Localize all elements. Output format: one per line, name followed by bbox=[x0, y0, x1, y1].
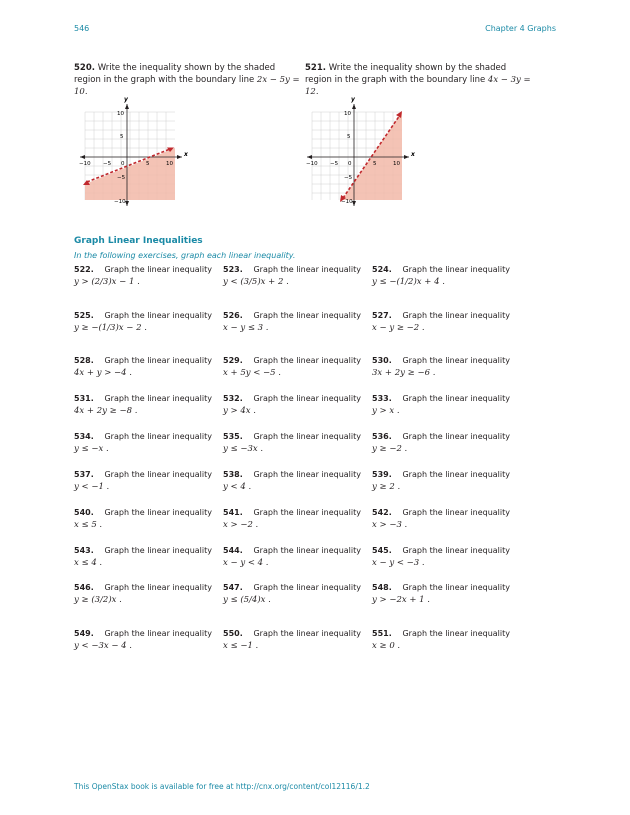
exercise-number: 550. bbox=[223, 629, 243, 638]
exercise-inequality: y > −2x + 1 . bbox=[372, 595, 430, 605]
exercise-text: Graph the linear inequality bbox=[104, 508, 212, 517]
y-tick-label: 5 bbox=[347, 134, 351, 140]
exercise-539 bbox=[372, 469, 510, 493]
exercise-541 bbox=[223, 507, 361, 531]
exercise-550 bbox=[223, 628, 361, 652]
exercise-545 bbox=[372, 545, 510, 569]
exercise-inequality: y ≤ (5/4)x . bbox=[223, 595, 271, 605]
x-tick-label: 0 bbox=[348, 161, 352, 167]
y-axis-arrow-icon bbox=[352, 104, 356, 109]
chapter-title: Chapter 4 Graphs bbox=[485, 24, 556, 33]
exercise-538 bbox=[223, 469, 361, 493]
exercise-534 bbox=[74, 431, 212, 455]
exercise-inequality: y ≥ −2 . bbox=[372, 444, 408, 454]
exercise-inequality: x > −3 . bbox=[372, 520, 408, 530]
exercise-inequality: x > −2 . bbox=[223, 520, 259, 530]
exercise-536 bbox=[372, 431, 510, 455]
x-tick-label: −5 bbox=[330, 161, 339, 167]
exercise-528 bbox=[74, 355, 212, 379]
exercise-547 bbox=[223, 582, 361, 606]
exercise-text: Graph the linear inequality bbox=[402, 394, 510, 403]
exercise-number: 522. bbox=[74, 265, 94, 274]
exercise-text: Graph the linear inequality bbox=[253, 546, 361, 555]
exercise-inequality: y < (3/5)x + 2 . bbox=[223, 277, 289, 287]
exercise-number: 548. bbox=[372, 583, 392, 592]
y-axis-arrow-icon bbox=[125, 104, 129, 109]
exercise-number: 531. bbox=[74, 394, 94, 403]
exercise-inequality: y > x . bbox=[372, 406, 400, 416]
exercise-546 bbox=[74, 582, 212, 606]
exercise-number: 524. bbox=[372, 265, 392, 274]
problem-text: Write the inequality shown by the shaded region in the graph with the boundary line bbox=[74, 63, 276, 85]
exercise-number: 526. bbox=[223, 311, 243, 320]
exercise-inequality: x ≤ −1 . bbox=[223, 641, 259, 651]
graph-520 bbox=[70, 90, 195, 210]
exercise-text: Graph the linear inequality bbox=[402, 265, 510, 274]
exercise-text: Graph the linear inequality bbox=[253, 629, 361, 638]
x-axis-arrow-icon bbox=[177, 155, 182, 159]
exercise-542 bbox=[372, 507, 510, 531]
exercise-number: 525. bbox=[74, 311, 94, 320]
exercise-number: 537. bbox=[74, 470, 94, 479]
section-title: Graph Linear Inequalities bbox=[74, 236, 203, 246]
x-tick-label: −10 bbox=[306, 161, 318, 167]
exercise-544 bbox=[223, 545, 361, 569]
exercise-text: Graph the linear inequality bbox=[253, 311, 361, 320]
exercise-text: Graph the linear inequality bbox=[253, 432, 361, 441]
exercise-524 bbox=[372, 264, 510, 288]
exercise-inequality: x ≥ 0 . bbox=[372, 641, 401, 651]
exercise-inequality: y ≤ −x . bbox=[74, 444, 109, 454]
y-tick-label: −5 bbox=[344, 175, 353, 181]
exercise-inequality: y > 4x . bbox=[223, 406, 256, 416]
x-tick-label: 5 bbox=[373, 161, 377, 167]
exercise-inequality: y ≥ 2 . bbox=[372, 482, 401, 492]
exercise-number: 536. bbox=[372, 432, 392, 441]
exercise-text: Graph the linear inequality bbox=[253, 583, 361, 592]
exercise-inequality: y < 4 . bbox=[223, 482, 252, 492]
exercise-527 bbox=[372, 310, 510, 334]
graph-521 bbox=[297, 90, 422, 210]
page-number: 546 bbox=[74, 24, 90, 33]
exercise-text: Graph the linear inequality bbox=[104, 470, 212, 479]
exercise-text: Graph the linear inequality bbox=[253, 356, 361, 365]
x-axis-arrow-left-icon bbox=[80, 155, 85, 159]
exercise-543 bbox=[74, 545, 212, 569]
exercise-text: Graph the linear inequality bbox=[104, 265, 212, 274]
exercise-text: Graph the linear inequality bbox=[253, 394, 361, 403]
exercise-number: 549. bbox=[74, 629, 94, 638]
exercise-number: 532. bbox=[223, 394, 243, 403]
exercise-inequality: x ≤ 4 . bbox=[74, 558, 103, 568]
exercise-inequality: x − y < −3 . bbox=[372, 558, 425, 568]
exercise-text: Graph the linear inequality bbox=[402, 508, 510, 517]
exercise-text: Graph the linear inequality bbox=[402, 311, 510, 320]
exercise-number: 535. bbox=[223, 432, 243, 441]
exercise-inequality: x + 5y < −5 . bbox=[223, 368, 281, 378]
exercise-inequality: y ≥ (3/2)x . bbox=[74, 595, 122, 605]
exercise-inequality: 4x + y > −4 . bbox=[74, 368, 132, 378]
exercise-text: Graph the linear inequality bbox=[104, 394, 212, 403]
section-instruction: In the following exercises, graph each linear inequality. bbox=[74, 251, 296, 260]
exercise-text: Graph the linear inequality bbox=[104, 546, 212, 555]
x-axis-arrow-left-icon bbox=[307, 155, 312, 159]
footer-note[interactable]: This OpenStax book is available for free at http://cnx.org/content/col12116/1.2 bbox=[74, 782, 370, 791]
exercise-inequality: y < −3x − 4 . bbox=[74, 641, 132, 651]
y-axis-label: y bbox=[351, 96, 355, 103]
exercise-537 bbox=[74, 469, 212, 493]
problem-number: 520. bbox=[74, 63, 95, 73]
exercise-number: 547. bbox=[223, 583, 243, 592]
exercise-number: 551. bbox=[372, 629, 392, 638]
exercise-inequality: 4x + 2y ≥ −8 . bbox=[74, 406, 138, 416]
problem-equation: 2x − 5y = 10. bbox=[74, 75, 300, 97]
exercise-number: 533. bbox=[372, 394, 392, 403]
exercise-text: Graph the linear inequality bbox=[253, 265, 361, 274]
exercise-number: 534. bbox=[74, 432, 94, 441]
exercise-number: 530. bbox=[372, 356, 392, 365]
exercise-text: Graph the linear inequality bbox=[104, 432, 212, 441]
exercise-number: 523. bbox=[223, 265, 243, 274]
exercise-number: 542. bbox=[372, 508, 392, 517]
x-axis-label: x bbox=[411, 151, 415, 158]
exercise-532 bbox=[223, 393, 361, 417]
exercise-523 bbox=[223, 264, 361, 288]
exercise-inequality: y > (2/3)x − 1 . bbox=[74, 277, 140, 287]
y-tick-label: 10 bbox=[344, 111, 351, 117]
y-tick-label: 5 bbox=[120, 134, 124, 140]
exercise-number: 541. bbox=[223, 508, 243, 517]
x-tick-label: −5 bbox=[103, 161, 112, 167]
exercise-text: Graph the linear inequality bbox=[253, 470, 361, 479]
exercise-text: Graph the linear inequality bbox=[104, 311, 212, 320]
exercise-text: Graph the linear inequality bbox=[253, 508, 361, 517]
exercise-inequality: x − y ≥ −2 . bbox=[372, 323, 425, 333]
y-tick-label: −5 bbox=[117, 175, 126, 181]
exercise-540 bbox=[74, 507, 212, 531]
x-tick-label: 10 bbox=[393, 161, 400, 167]
y-tick-label: −10 bbox=[341, 199, 353, 205]
exercise-inequality: y < −1 . bbox=[74, 482, 110, 492]
exercise-text: Graph the linear inequality bbox=[402, 356, 510, 365]
exercise-530 bbox=[372, 355, 510, 379]
y-tick-label: −10 bbox=[114, 199, 126, 205]
exercise-529 bbox=[223, 355, 361, 379]
y-tick-label: 10 bbox=[117, 111, 124, 117]
exercise-number: 540. bbox=[74, 508, 94, 517]
exercise-525 bbox=[74, 310, 212, 334]
exercise-533 bbox=[372, 393, 510, 417]
x-axis-label: x bbox=[184, 151, 188, 158]
exercise-number: 546. bbox=[74, 583, 94, 592]
exercise-number: 529. bbox=[223, 356, 243, 365]
exercise-number: 545. bbox=[372, 546, 392, 555]
exercise-535 bbox=[223, 431, 361, 455]
exercise-text: Graph the linear inequality bbox=[402, 546, 510, 555]
exercise-text: Graph the linear inequality bbox=[402, 583, 510, 592]
exercise-522 bbox=[74, 264, 212, 288]
exercise-number: 539. bbox=[372, 470, 392, 479]
exercise-number: 538. bbox=[223, 470, 243, 479]
exercise-531 bbox=[74, 393, 212, 417]
exercise-inequality: y ≤ −(1/2)x + 4 . bbox=[372, 277, 445, 287]
exercise-inequality: y ≤ −3x . bbox=[223, 444, 264, 454]
exercise-inequality: y ≥ −(1/3)x − 2 . bbox=[74, 323, 147, 333]
problem-text: Write the inequality shown by the shaded region in the graph with the boundary line bbox=[305, 63, 507, 85]
exercise-549 bbox=[74, 628, 212, 652]
exercise-text: Graph the linear inequality bbox=[104, 629, 212, 638]
exercise-text: Graph the linear inequality bbox=[402, 629, 510, 638]
exercise-548 bbox=[372, 582, 510, 606]
exercise-inequality: x − y < 4 . bbox=[223, 558, 269, 568]
exercise-551 bbox=[372, 628, 510, 652]
x-tick-label: 5 bbox=[146, 161, 150, 167]
exercise-text: Graph the linear inequality bbox=[402, 470, 510, 479]
exercise-526 bbox=[223, 310, 361, 334]
exercise-inequality: 3x + 2y ≥ −6 . bbox=[372, 368, 436, 378]
exercise-number: 527. bbox=[372, 311, 392, 320]
x-tick-label: 10 bbox=[166, 161, 173, 167]
exercise-text: Graph the linear inequality bbox=[104, 356, 212, 365]
x-axis-arrow-icon bbox=[404, 155, 409, 159]
x-tick-label: 0 bbox=[121, 161, 125, 167]
exercise-text: Graph the linear inequality bbox=[104, 583, 212, 592]
exercise-number: 528. bbox=[74, 356, 94, 365]
problem-number: 521. bbox=[305, 63, 326, 73]
problem-equation: 4x − 3y = 12. bbox=[305, 75, 531, 97]
exercise-number: 543. bbox=[74, 546, 94, 555]
y-axis-label: y bbox=[124, 96, 128, 103]
exercise-inequality: x ≤ 5 . bbox=[74, 520, 103, 530]
exercise-inequality: x − y ≤ 3 . bbox=[223, 323, 269, 333]
exercise-text: Graph the linear inequality bbox=[402, 432, 510, 441]
x-tick-label: −10 bbox=[79, 161, 91, 167]
exercise-number: 544. bbox=[223, 546, 243, 555]
